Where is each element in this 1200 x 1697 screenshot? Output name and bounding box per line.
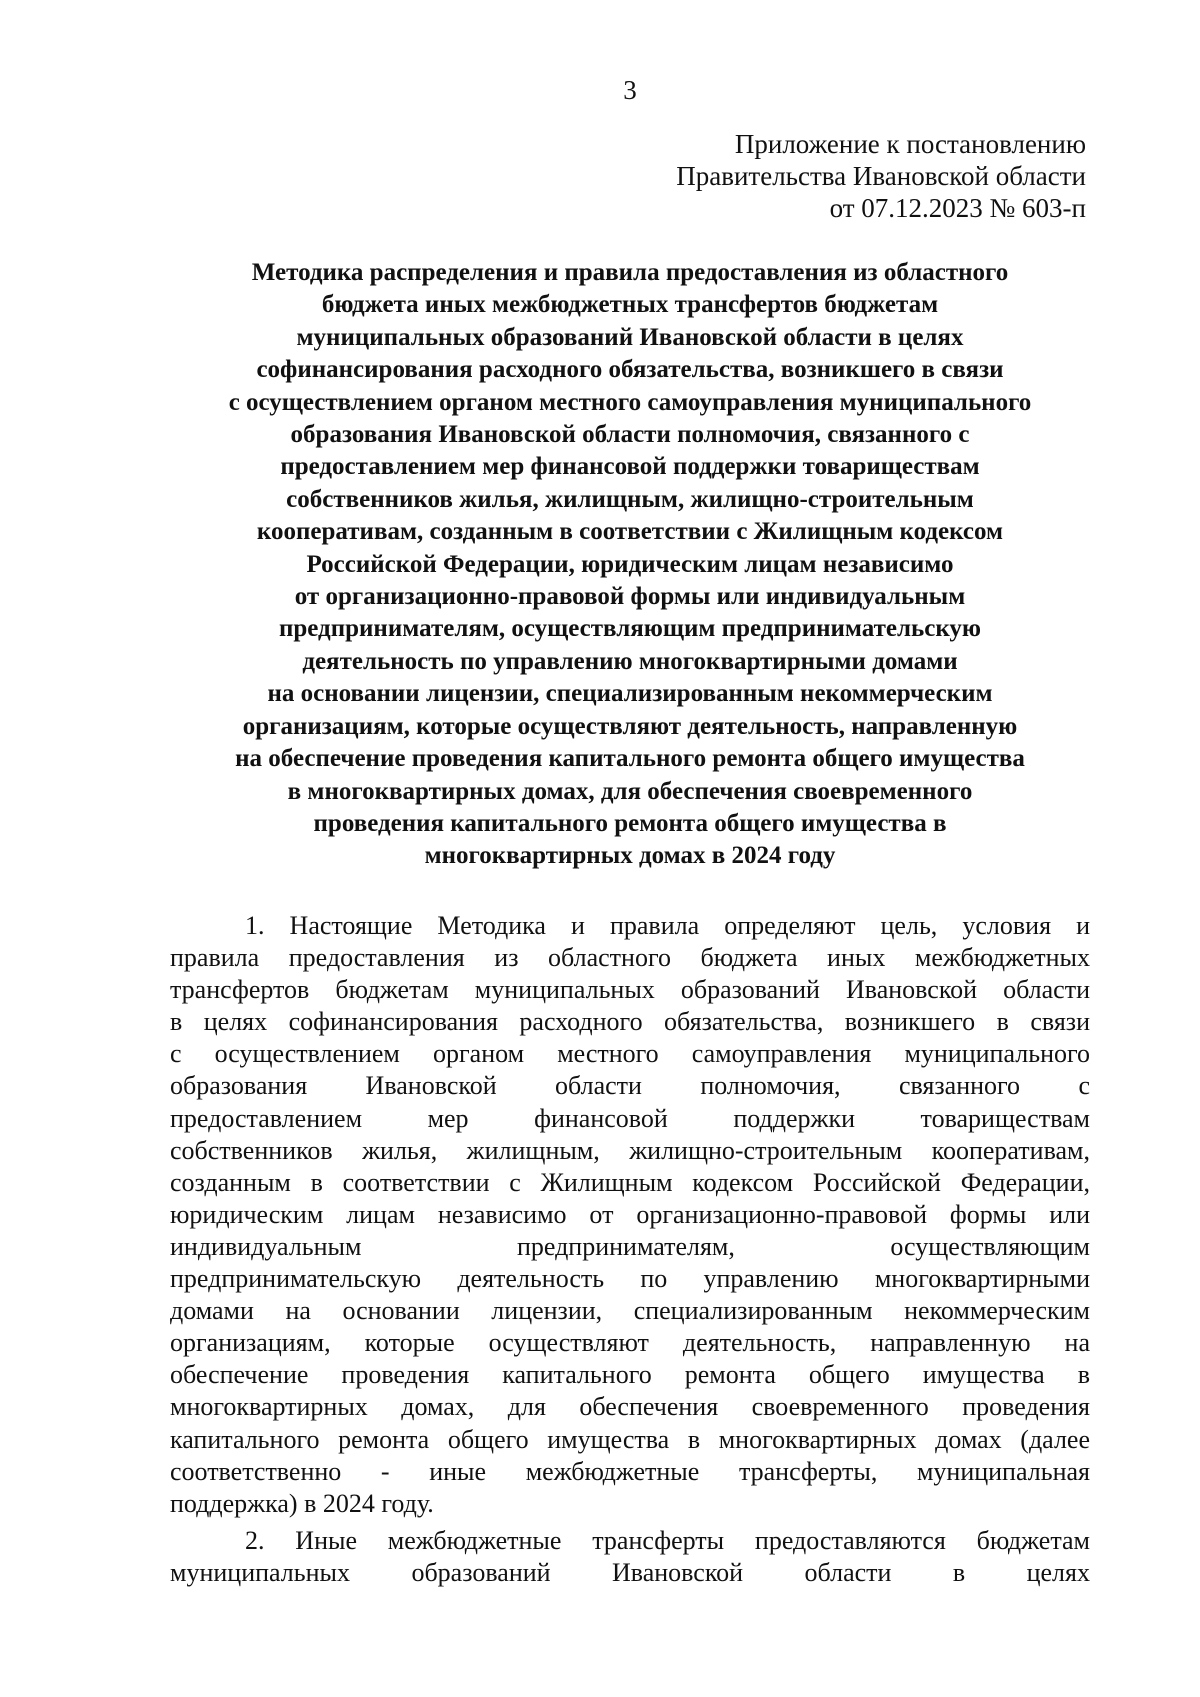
paragraph-2: [170, 1525, 1090, 1589]
title-line: бюджета иных межбюджетных трансфертов бюджетам: [321, 291, 939, 319]
paragraph-line: созданным в соответствии с Жилищным кодексом Российской Федерации,: [170, 1167, 1090, 1197]
title-line: муниципальных образований Ивановской области в целях: [296, 323, 964, 351]
title-line: проведения капитального ремонта общего имущества в: [313, 809, 947, 837]
paragraph-line: предпринимательскую деятельность по управлению многоквартирными: [170, 1264, 1090, 1294]
title-line: многоквартирных домах в 2024 году: [424, 842, 836, 870]
title-line: в многоквартирных домах, для обеспечения своевременного: [287, 777, 973, 805]
document-body: [170, 910, 1090, 1589]
paragraph-line: индивидуальным предпринимателям, осуществляющим: [170, 1231, 1090, 1261]
appendix-reference: [676, 128, 1086, 224]
appendix-line: от 07.12.2023 № 603-п: [829, 193, 1086, 223]
paragraph-line: с осуществлением органом местного самоуправления муниципального: [170, 1039, 1090, 1069]
paragraph-line: трансфертов бюджетам муниципальных образований Ивановской области: [170, 975, 1090, 1005]
title-line: образования Ивановской области полномочия, связанного с: [290, 421, 970, 449]
title-line: софинансирования расходного обязательства, возникшего в связи: [256, 356, 1004, 384]
paragraph-line: 1. Настоящие Методика и правила определяют цель, условия и: [245, 911, 1090, 940]
paragraph-line: капитального ремонта общего имущества в многоквартирных домах (далее: [170, 1424, 1090, 1454]
paragraph-line: собственников жилья, жилищным, жилищно-строительным кооперативам,: [170, 1135, 1090, 1165]
title-line: с осуществлением органом местного самоуправления муниципального: [228, 388, 1032, 416]
appendix-line: Правительства Ивановской области: [676, 161, 1086, 191]
paragraph-line: правила предоставления из областного бюджета иных межбюджетных: [170, 943, 1090, 973]
paragraph-line: поддержка) в 2024 году.: [170, 1488, 434, 1518]
paragraph-line: домами на основании лицензии, специализированным некоммерческим: [170, 1296, 1090, 1326]
paragraph-line: соответственно - иные межбюджетные трансферты, муниципальная: [170, 1456, 1090, 1486]
page-number: 3: [623, 75, 637, 105]
title-line: от организационно-правовой формы или индивидуальным: [294, 583, 966, 611]
paragraph-line: предоставлением мер финансовой поддержки товариществам: [170, 1103, 1090, 1133]
paragraph-line: обеспечение проведения капитального ремонта общего имущества в: [170, 1360, 1090, 1390]
title-line: организациям, которые осуществляют деятельность, направленную: [242, 712, 1018, 740]
paragraph-line: муниципальных образований Ивановской области в целях: [170, 1557, 1090, 1587]
paragraph-line: 2. Иные межбюджетные трансферты предоставляются бюджетам: [245, 1525, 1090, 1555]
paragraph-line: образования Ивановской области полномочия, связанного с: [170, 1071, 1090, 1101]
title-line: предпринимателям, осуществляющим предпринимательскую: [278, 615, 981, 643]
title-line: кооперативам, созданным в соответствии с Жилищным кодексом: [256, 518, 1004, 546]
title-line: деятельность по управлению многоквартирными домами: [302, 647, 958, 675]
title-line: предоставлением мер финансовой поддержки товариществам: [280, 453, 980, 481]
paragraph-line: юридическим лицам независимо от организационно-правовой формы или: [170, 1199, 1090, 1229]
title-line: Методика распределения и правила предоставления из областного: [251, 259, 1009, 286]
title-line: Российской Федерации, юридическим лицам независимо: [306, 550, 954, 578]
paragraph-1: [170, 910, 1090, 1520]
title-line: на обеспечение проведения капитального ремонта общего имущества: [235, 745, 1025, 773]
paragraph-line: в целях софинансирования расходного обязательства, возникшего в связи: [170, 1007, 1090, 1037]
title-line: на основании лицензии, специализированным некоммерческим: [267, 680, 993, 708]
title-line: собственников жилья, жилищным, жилищно-строительным: [286, 485, 974, 513]
paragraph-line: организациям, которые осуществляют деятельность, направленную на: [170, 1328, 1090, 1358]
paragraph-line: многоквартирных домах, для обеспечения своевременного проведения: [170, 1392, 1090, 1422]
document-title: [140, 257, 1120, 873]
appendix-line: Приложение к постановлению: [734, 129, 1086, 159]
